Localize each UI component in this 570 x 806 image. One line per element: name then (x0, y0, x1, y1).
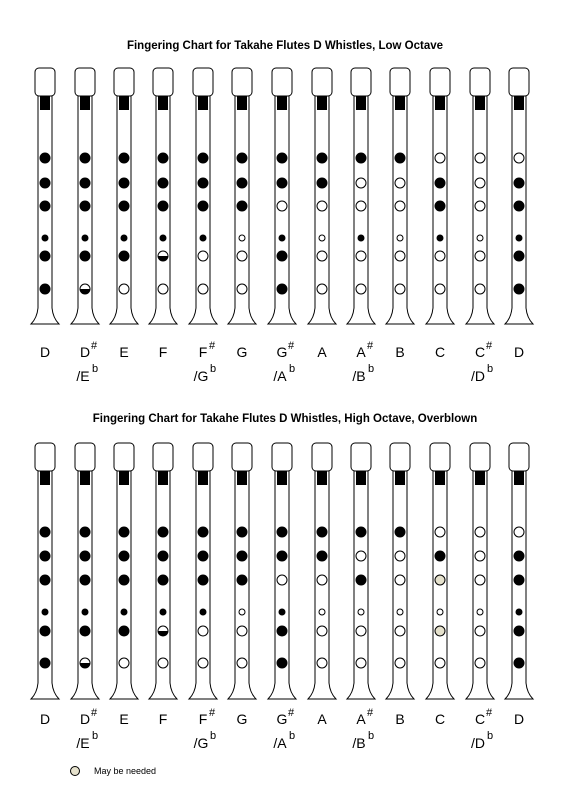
hole-3-closed (40, 575, 50, 585)
whistle-mouthpiece (509, 443, 529, 471)
note-label: A (317, 344, 327, 360)
note-sharp: # (366, 707, 374, 719)
hole-1-open (514, 527, 524, 537)
whistle (505, 68, 533, 360)
maybe-needed-swatch (70, 766, 80, 776)
note-label: D (39, 711, 51, 727)
whistle-mouthpiece (470, 443, 490, 471)
note-sharp: # (287, 340, 295, 352)
hole-4-closed (279, 609, 285, 615)
whistle-windway (198, 96, 208, 110)
hole-3-open (277, 201, 287, 211)
hole-4-closed (82, 609, 88, 615)
hole-1-closed (356, 527, 366, 537)
whistle-windway (277, 471, 287, 485)
whistle-mouthpiece (430, 68, 450, 96)
note-label: A (356, 344, 366, 360)
hole-6-closed (277, 284, 287, 294)
hole-1-closed (317, 527, 327, 537)
note-label: D (513, 711, 525, 727)
hole-1-closed (356, 153, 366, 163)
note-sharp: # (287, 707, 295, 719)
hole-6-closed (277, 658, 287, 668)
whistle-windway (80, 96, 90, 110)
whistle (31, 443, 59, 727)
hole-1-closed (80, 527, 90, 537)
whistle-windway (40, 96, 50, 110)
hole-1-closed (277, 153, 287, 163)
hole-6-open (435, 658, 445, 668)
note-label: F (198, 344, 208, 360)
hole-2-closed (80, 551, 90, 561)
note-label: C (434, 344, 446, 360)
hole-3-maybe (435, 575, 445, 585)
whistle (426, 443, 454, 727)
hole-1-closed (237, 153, 247, 163)
hole-3-open (395, 575, 405, 585)
whistle-mouthpiece (193, 68, 213, 96)
hole-6-closed (40, 284, 50, 294)
legend-label: May be needed (94, 766, 157, 776)
whistle-mouthpiece (272, 443, 292, 471)
whistle-windway (435, 96, 445, 110)
hole-3-closed (119, 201, 129, 211)
hole-2-closed (158, 551, 168, 561)
alt-note-label: /D (471, 368, 485, 384)
note-sharp: # (485, 340, 493, 352)
hole-4-closed (516, 235, 522, 241)
note-label: D (79, 711, 91, 727)
hole-2-closed (40, 178, 50, 188)
alt-note-flat: b (91, 730, 99, 742)
hole-5-open (237, 251, 247, 261)
whistle (189, 443, 217, 751)
hole-4-open (239, 235, 245, 241)
whistle-mouthpiece (114, 443, 134, 471)
hole-3-closed (514, 201, 524, 211)
whistle (71, 68, 99, 384)
alt-note-label: /G (193, 368, 209, 384)
hole-1-open (514, 153, 524, 163)
note-label: C (474, 711, 486, 727)
hole-5-closed (119, 626, 129, 636)
hole-4-closed (121, 235, 127, 241)
whistle (308, 68, 336, 360)
note-label: F (158, 344, 168, 360)
whistle (505, 443, 533, 727)
alt-note-label: /B (352, 735, 366, 751)
note-label: B (395, 344, 405, 360)
note-sharp: # (208, 340, 216, 352)
whistle (426, 68, 454, 360)
whistle (189, 68, 217, 384)
hole-4-open (477, 609, 483, 615)
hole-5-maybe (435, 626, 445, 636)
hole-2-closed (237, 178, 247, 188)
note-label: E (119, 711, 129, 727)
note-label: C (474, 344, 486, 360)
hole-4-closed (279, 235, 285, 241)
hole-4-open (358, 609, 364, 615)
hole-2-closed (514, 178, 524, 188)
low-octave-title: Fingering Chart for Takahe Flutes D Whistles, Low Octave (126, 40, 444, 52)
hole-4-closed (358, 235, 364, 241)
hole-4-open (319, 235, 325, 241)
alt-note-flat: b (288, 363, 296, 375)
whistle-mouthpiece (35, 443, 55, 471)
whistle (466, 68, 494, 384)
hole-4-closed (516, 609, 522, 615)
hole-3-closed (158, 575, 168, 585)
whistle-windway (475, 96, 485, 110)
whistle-mouthpiece (232, 68, 252, 96)
hole-5-open (317, 626, 327, 636)
whistle-mouthpiece (193, 443, 213, 471)
note-label: C (434, 711, 446, 727)
high-octave-title: Fingering Chart for Takahe Flutes D Whistles, High Octave, Overblown (92, 413, 478, 425)
whistle-mouthpiece (153, 443, 173, 471)
whistle-windway (317, 471, 327, 485)
hole-1-closed (395, 153, 405, 163)
whistle-windway (435, 471, 445, 485)
hole-3-closed (356, 575, 366, 585)
hole-5-closed (80, 626, 90, 636)
hole-4-closed (160, 235, 166, 241)
whistle-windway (277, 96, 287, 110)
whistle-mouthpiece (470, 68, 490, 96)
whistle-windway (158, 471, 168, 485)
hole-5-closed (277, 251, 287, 261)
hole-6-open (119, 658, 129, 668)
hole-4-closed (42, 609, 48, 615)
whistle-mouthpiece (75, 443, 95, 471)
whistle (386, 68, 414, 360)
note-sharp: # (485, 707, 493, 719)
whistle-mouthpiece (232, 443, 252, 471)
whistle-mouthpiece (509, 68, 529, 96)
whistle (466, 443, 494, 751)
hole-3-closed (514, 575, 524, 585)
hole-3-closed (158, 201, 168, 211)
whistle-windway (119, 96, 129, 110)
hole-5-open (475, 626, 485, 636)
whistle-mouthpiece (390, 443, 410, 471)
hole-1-closed (80, 153, 90, 163)
hole-3-open (395, 201, 405, 211)
hole-1-closed (237, 527, 247, 537)
whistle-windway (475, 471, 485, 485)
hole-6-open (356, 284, 366, 294)
hole-6-open (475, 284, 485, 294)
whistle-windway (158, 96, 168, 110)
alt-note-flat: b (209, 363, 217, 375)
whistle-mouthpiece (75, 68, 95, 96)
hole-3-open (475, 575, 485, 585)
hole-3-closed (435, 201, 445, 211)
whistle (110, 443, 138, 727)
hole-1-closed (277, 527, 287, 537)
hole-1-open (435, 153, 445, 163)
hole-3-open (475, 201, 485, 211)
hole-4-open (437, 609, 443, 615)
alt-note-flat: b (209, 730, 217, 742)
hole-4-closed (42, 235, 48, 241)
hole-1-open (475, 153, 485, 163)
hole-2-closed (198, 178, 208, 188)
hole-1-closed (198, 153, 208, 163)
whistle-windway (237, 471, 247, 485)
whistle (386, 443, 414, 727)
whistle-mouthpiece (153, 68, 173, 96)
hole-3-open (277, 575, 287, 585)
whistle-windway (356, 96, 366, 110)
hole-3-closed (198, 575, 208, 585)
hole-3-closed (237, 575, 247, 585)
whistle (308, 443, 336, 727)
hole-2-closed (119, 178, 129, 188)
hole-6-open (395, 284, 405, 294)
hole-4-closed (200, 609, 206, 615)
alt-note-label: /A (273, 368, 287, 384)
note-sharp: # (366, 340, 374, 352)
whistle-windway (395, 471, 405, 485)
note-label: F (198, 711, 208, 727)
hole-6-open (475, 658, 485, 668)
hole-4-closed (160, 609, 166, 615)
whistle-windway (119, 471, 129, 485)
hole-2-closed (514, 551, 524, 561)
hole-4-closed (437, 235, 443, 241)
hole-2-closed (119, 551, 129, 561)
hole-4-closed (200, 235, 206, 241)
whistle-mouthpiece (430, 443, 450, 471)
whistle-mouthpiece (351, 68, 371, 96)
alt-note-label: /E (76, 735, 90, 751)
whistle (71, 443, 99, 751)
alt-note-flat: b (288, 730, 296, 742)
hole-4-open (319, 609, 325, 615)
hole-2-closed (435, 178, 445, 188)
hole-4-closed (121, 609, 127, 615)
hole-2-closed (237, 551, 247, 561)
hole-5-open (356, 251, 366, 261)
note-label: D (79, 344, 91, 360)
note-sharp: # (90, 340, 98, 352)
hole-5-open (237, 626, 247, 636)
hole-3-closed (80, 201, 90, 211)
note-label: E (119, 344, 129, 360)
hole-3-closed (40, 201, 50, 211)
hole-5-closed (277, 626, 287, 636)
whistle (110, 68, 138, 360)
hole-5-open (198, 251, 208, 261)
whistle (149, 443, 177, 727)
whistle-windway (356, 471, 366, 485)
whistle-mouthpiece (114, 68, 134, 96)
hole-5-closed (119, 251, 129, 261)
hole-4-open (239, 609, 245, 615)
hole-5-open (475, 251, 485, 261)
hole-2-closed (80, 178, 90, 188)
hole-2-closed (317, 551, 327, 561)
hole-5-open (356, 626, 366, 636)
hole-6-open (317, 284, 327, 294)
hole-2-closed (435, 551, 445, 561)
alt-note-label: /E (76, 368, 90, 384)
note-sharp: # (208, 707, 216, 719)
hole-4-closed (82, 235, 88, 241)
hole-2-closed (198, 551, 208, 561)
hole-6-open (119, 284, 129, 294)
whistle-windway (514, 471, 524, 485)
hole-1-closed (158, 153, 168, 163)
hole-6-open (198, 658, 208, 668)
whistle-windway (395, 96, 405, 110)
hole-1-closed (119, 153, 129, 163)
note-label: B (395, 711, 405, 727)
hole-5-open (435, 251, 445, 261)
hole-1-closed (198, 527, 208, 537)
hole-1-closed (158, 527, 168, 537)
hole-3-open (317, 575, 327, 585)
hole-1-closed (317, 153, 327, 163)
hole-6-open (435, 284, 445, 294)
hole-1-closed (40, 527, 50, 537)
whistle-windway (237, 96, 247, 110)
hole-2-open (395, 178, 405, 188)
note-sharp: # (90, 707, 98, 719)
hole-1-open (435, 527, 445, 537)
alt-note-label: /B (352, 368, 366, 384)
hole-2-closed (40, 551, 50, 561)
hole-6-open (198, 284, 208, 294)
note-label: G (276, 711, 288, 727)
whistle (268, 68, 296, 384)
whistle (347, 443, 375, 751)
whistle (347, 68, 375, 384)
whistle (31, 68, 59, 360)
hole-4-open (397, 609, 403, 615)
whistle-mouthpiece (351, 443, 371, 471)
alt-note-flat: b (367, 363, 375, 375)
alt-note-flat: b (486, 363, 494, 375)
note-label: G (236, 344, 248, 360)
hole-6-open (158, 284, 168, 294)
hole-5-closed (514, 626, 524, 636)
hole-2-open (475, 178, 485, 188)
whistle (268, 443, 296, 751)
whistle-windway (514, 96, 524, 110)
note-label: G (276, 344, 288, 360)
hole-5-open (395, 251, 405, 261)
hole-2-open (475, 551, 485, 561)
hole-1-closed (40, 153, 50, 163)
hole-6-open (395, 658, 405, 668)
hole-6-open (158, 658, 168, 668)
whistle-windway (317, 96, 327, 110)
alt-note-flat: b (367, 730, 375, 742)
hole-2-closed (277, 178, 287, 188)
hole-6-open (356, 658, 366, 668)
alt-note-flat: b (486, 730, 494, 742)
alt-note-label: /A (273, 735, 287, 751)
hole-4-open (477, 235, 483, 241)
whistle-mouthpiece (312, 68, 332, 96)
hole-5-closed (80, 251, 90, 261)
whistle (228, 68, 256, 360)
hole-2-open (395, 551, 405, 561)
alt-note-label: /G (193, 735, 209, 751)
hole-3-open (356, 201, 366, 211)
whistle (228, 443, 256, 727)
whistle-mouthpiece (35, 68, 55, 96)
note-label: A (356, 711, 366, 727)
hole-1-closed (119, 527, 129, 537)
hole-3-closed (80, 575, 90, 585)
hole-6-open (237, 658, 247, 668)
hole-1-open (475, 527, 485, 537)
whistle-windway (80, 471, 90, 485)
hole-5-closed (514, 251, 524, 261)
hole-6-closed (514, 658, 524, 668)
hole-6-closed (514, 284, 524, 294)
hole-2-closed (158, 178, 168, 188)
hole-5-open (317, 251, 327, 261)
hole-2-closed (277, 551, 287, 561)
whistle-mouthpiece (312, 443, 332, 471)
hole-5-closed (40, 626, 50, 636)
whistle (149, 68, 177, 360)
hole-5-open (395, 626, 405, 636)
note-label: F (158, 711, 168, 727)
hole-3-closed (237, 201, 247, 211)
note-label: D (39, 344, 51, 360)
note-label: A (317, 711, 327, 727)
note-label: D (513, 344, 525, 360)
hole-4-open (397, 235, 403, 241)
alt-note-label: /D (471, 735, 485, 751)
hole-3-closed (119, 575, 129, 585)
whistle-windway (40, 471, 50, 485)
whistle-mouthpiece (272, 68, 292, 96)
hole-6-closed (40, 658, 50, 668)
alt-note-flat: b (91, 363, 99, 375)
hole-6-open (237, 284, 247, 294)
hole-5-open (198, 626, 208, 636)
legend (70, 766, 156, 776)
whistle-windway (198, 471, 208, 485)
hole-3-open (317, 201, 327, 211)
hole-2-closed (317, 178, 327, 188)
hole-6-open (317, 658, 327, 668)
whistle-mouthpiece (390, 68, 410, 96)
hole-1-closed (395, 527, 405, 537)
hole-2-open (356, 178, 366, 188)
hole-3-closed (198, 201, 208, 211)
note-label: G (236, 711, 248, 727)
hole-2-open (356, 551, 366, 561)
hole-5-closed (40, 251, 50, 261)
